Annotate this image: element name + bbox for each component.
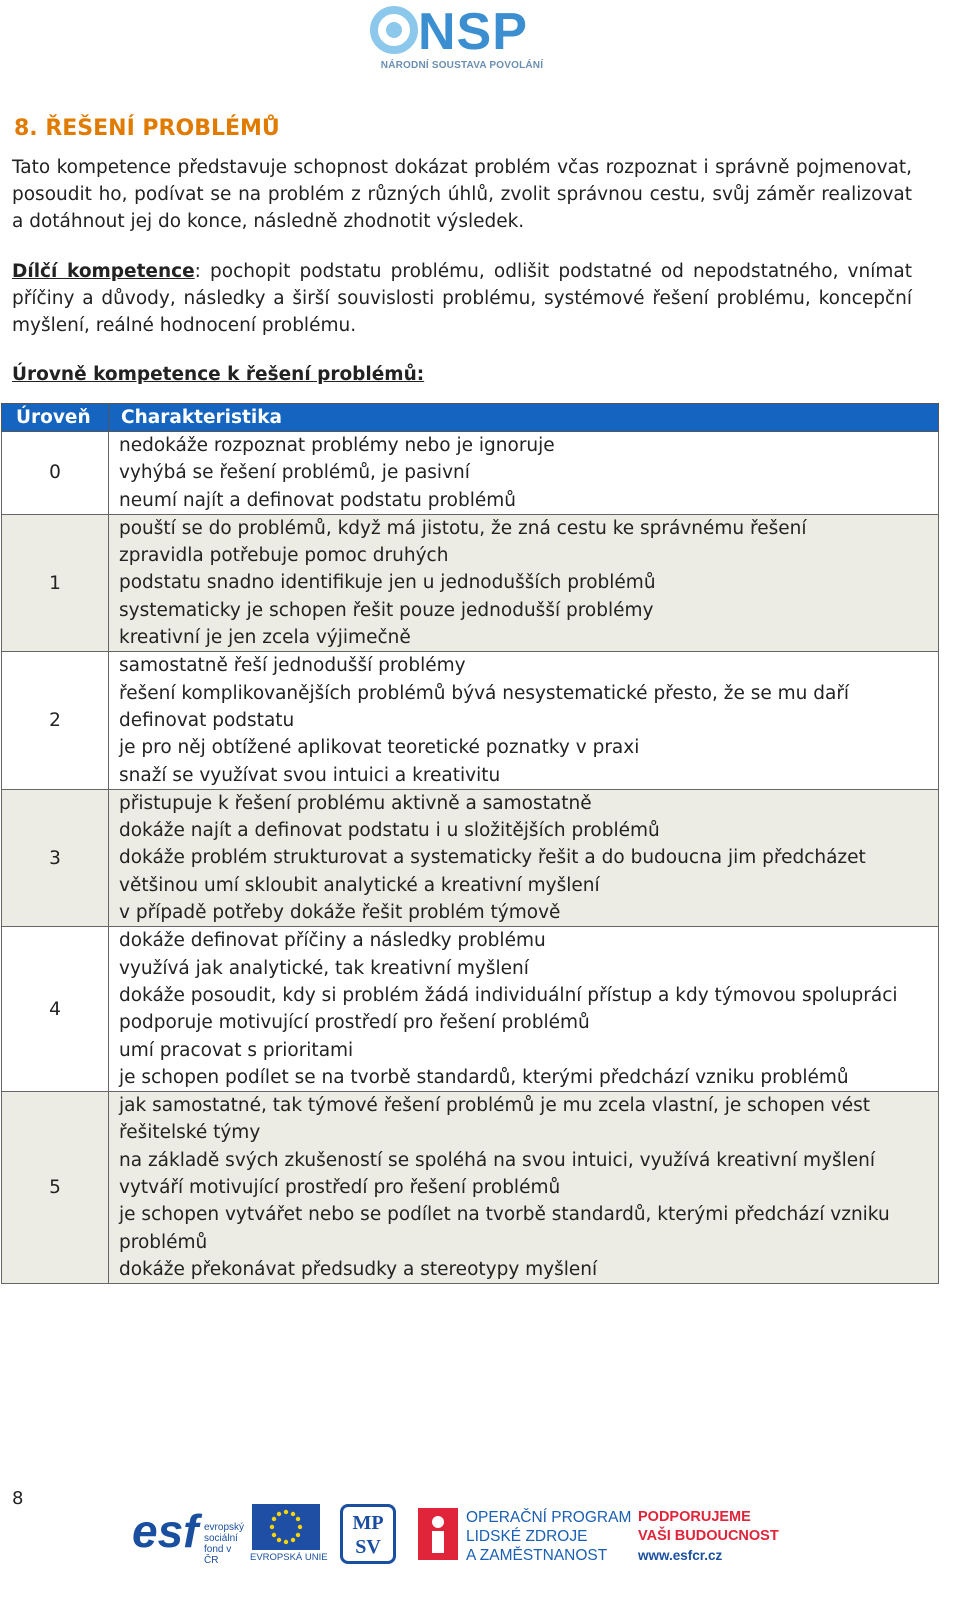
op-lzz-text [466, 1508, 631, 1565]
partial-competence-text: : pochopit podstatu problému, odlišit podstatné od nepodstatného, vnímat příčiny a důvody, následky a širší souvislosti problému, systémové řešení problému, koncepční myšlení, reálné hodnocení problému. [12, 261, 912, 336]
level-cell: 4 [2, 927, 109, 1092]
support-url: www.esfcr.cz [638, 1548, 723, 1563]
section-title: 8. ŘEŠENÍ PROBLÉMŮ [14, 116, 280, 141]
description-line: samostatně řeší jednodušší problémy [119, 655, 466, 677]
description-line: kreativní je jen zcela výjimečně [119, 627, 411, 649]
description-line: v případě potřeby dokáže řešit problém týmově [119, 902, 561, 924]
mpsv-logo-top: MP [352, 1512, 384, 1534]
support-text [638, 1508, 779, 1565]
support-line: VAŠI BUDOUCNOST [638, 1528, 779, 1544]
description-line: většinou umí skloubit analytické a kreativní myšlení [119, 874, 600, 896]
table-row [2, 432, 939, 515]
description-line: systematicky je schopen řešit pouze jednodušší problémy [119, 599, 654, 621]
description-line: vytváří motivující prostředí pro řešení problémů [119, 1177, 561, 1199]
op-lzz-logo-icon [418, 1504, 458, 1564]
level-cell: 5 [2, 1092, 109, 1284]
description-line: podstatu snadno identifikuje jen u jednodušších problémů [119, 572, 656, 594]
description-line: řešení komplikovanějších problémů bývá nesystematické přesto, že se mu daří definovat podstatu [119, 682, 850, 731]
nsp-logo-subtitle: NÁRODNÍ SOUSTAVA POVOLÁNÍ [380, 60, 544, 71]
description-cell [109, 514, 939, 651]
esf-logo-subtitle [204, 1522, 244, 1566]
description-line: podporuje motivující prostředí pro řešení problémů [119, 1012, 590, 1034]
description-line: jak samostatné, tak týmové řešení problémů je mu zcela vlastní, je schopen vést řešitelské týmy [119, 1095, 870, 1144]
table-header-row [2, 404, 939, 432]
footer-logos [0, 1500, 960, 1599]
description-line: dokáže najít a definovat podstatu i u složitějších problémů [119, 820, 660, 842]
nsp-logo-text: NSP [418, 3, 528, 61]
esf-logo-text: esf [132, 1505, 199, 1557]
partial-competence-label: Dílčí kompetence [12, 261, 195, 282]
eu-flag-icon [252, 1504, 320, 1550]
level-cell: 2 [2, 652, 109, 789]
table-row [2, 514, 939, 651]
nsp-logo-mark-icon [370, 4, 418, 56]
partial-competence-paragraph [12, 258, 912, 339]
description-cell [109, 432, 939, 515]
mpsv-logo [340, 1504, 396, 1564]
intro-paragraph: Tato kompetence představuje schopnost dokázat problém včas rozpoznat i správně pojmenovat, posoudit ho, podívat se na problém z různých úhlů, zvolit správnou cestu, svůj záměr realizovat a dotáhnout jej do konce, následně zhodnotit výsledek. [12, 157, 912, 232]
description-cell [109, 927, 939, 1092]
table-row [2, 789, 939, 926]
description-line: dokáže překonávat předsudky a stereotypy myšlení [119, 1258, 598, 1280]
level-cell: 1 [2, 514, 109, 651]
level-cell: 0 [2, 432, 109, 515]
mpsv-logo-bottom: SV [355, 1536, 381, 1558]
table-row [2, 927, 939, 1092]
description-cell [109, 789, 939, 926]
esf-subtitle-line: evropský [204, 1522, 245, 1533]
levels-heading: Úrovně kompetence k řešení problémů: [12, 364, 425, 385]
description-line: dokáže posoudit, kdy si problém žádá individuální přístup a kdy týmovou spolupráci [119, 984, 898, 1006]
op-lzz-line: OPERAČNÍ PROGRAM [466, 1509, 632, 1526]
description-line: dokáže problém strukturovat a systematicky řešit a do budoucna jim předcházet [119, 847, 866, 869]
description-line: zpravidla potřebuje pomoc druhých [119, 545, 449, 567]
description-line: je schopen vytvářet nebo se podílet na tvorbě standardů, kterými předchází vzniku problémů [119, 1204, 890, 1253]
description-line: na základě svých zkušeností se spoléhá na svou intuici, využívá kreativní myšlení [119, 1149, 875, 1171]
level-cell: 3 [2, 789, 109, 926]
description-line: umí pracovat s prioritami [119, 1039, 354, 1061]
header-characteristic: Charakteristika [109, 404, 939, 432]
description-line: snaží se využívat svou intuici a kreativitu [119, 764, 501, 786]
esf-subtitle-line: sociální [204, 1533, 238, 1544]
op-lzz-line: LIDSKÉ ZDROJE [466, 1528, 588, 1545]
description-line: neumí najít a definovat podstatu problémů [119, 489, 516, 511]
header-level: Úroveň [2, 404, 109, 432]
nsp-logo [0, 0, 960, 80]
eu-label: EVROPSKÁ UNIE [250, 1552, 328, 1563]
levels-table [1, 403, 939, 1284]
table-row [2, 1092, 939, 1284]
esf-subtitle-line: fond v ČR [204, 1544, 232, 1566]
description-line: vyhýbá se řešení problémů, je pasivní [119, 462, 470, 484]
description-line: dokáže definovat příčiny a následky problému [119, 930, 546, 952]
support-line: PODPORUJEME [638, 1509, 751, 1525]
description-line: je schopen podílet se na tvorbě standardů, kterými předchází vzniku problémů [119, 1066, 849, 1088]
description-cell [109, 652, 939, 789]
description-line: je pro něj obtížené aplikovat teoretické poznatky v praxi [119, 737, 640, 759]
description-line: přistupuje k řešení problému aktivně a samostatně [119, 792, 592, 814]
description-cell [109, 1092, 939, 1284]
table-row [2, 652, 939, 789]
page-number: 8 [12, 1488, 24, 1509]
description-line: pouští se do problémů, když má jistotu, že zná cestu ke správnému řešení [119, 517, 807, 539]
esf-logo [132, 1504, 244, 1566]
description-line: využívá jak analytické, tak kreativní myšlení [119, 957, 529, 979]
description-line: nedokáže rozpoznat problémy nebo je ignoruje [119, 435, 555, 456]
op-lzz-line: A ZAMĚSTNANOST [466, 1547, 608, 1564]
